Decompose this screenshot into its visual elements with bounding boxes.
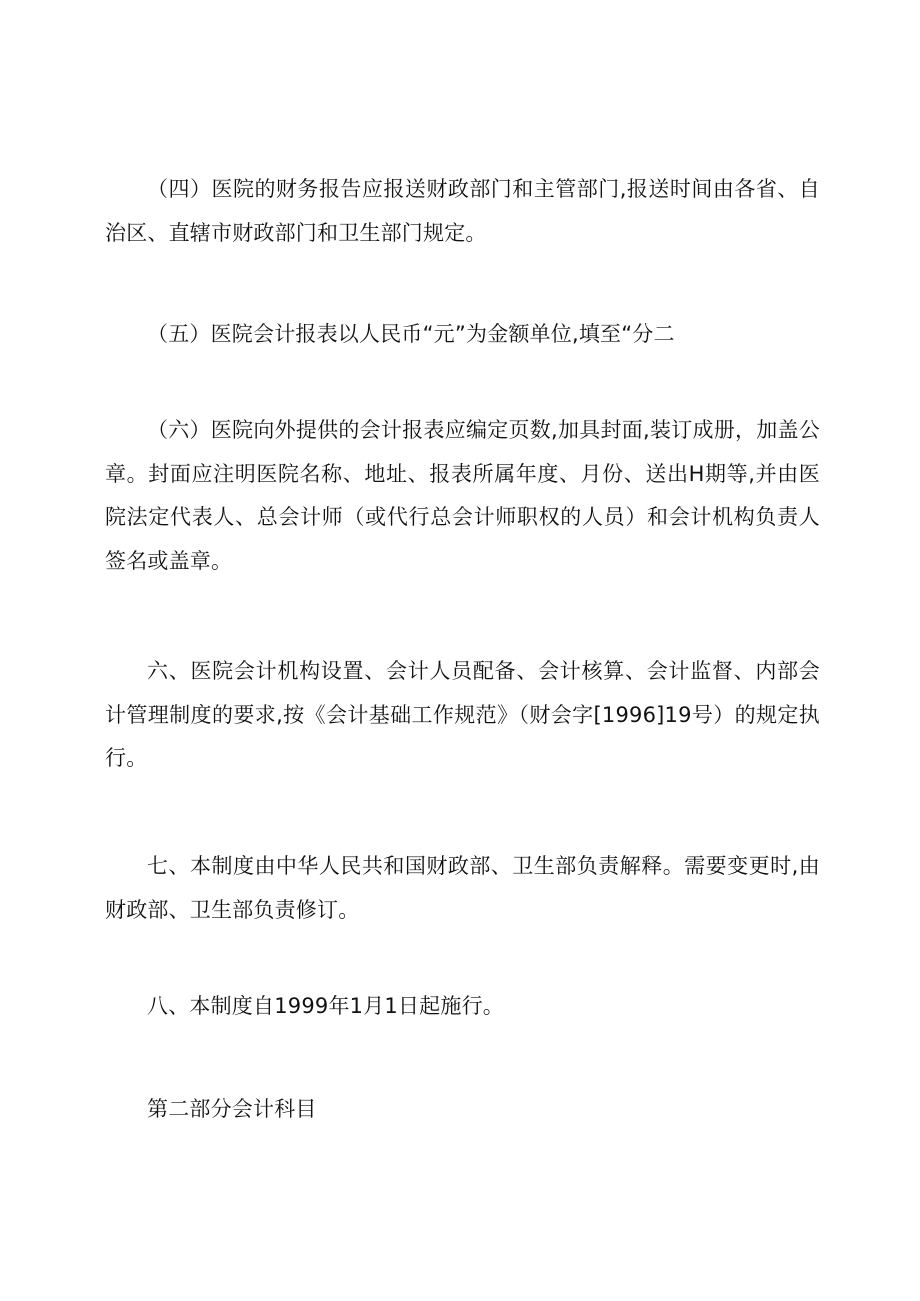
paragraph-currency-unit: （五）医院会计报表以人民币“元”为金额单位,填至“分二	[147, 322, 675, 346]
paragraph-report-binding: （六）医院向外提供的会计报表应编定页数,加具封面,装订成册，加盖公章。封面应注明医院名称、地址、报表所属年度、月份、送出H期等,并由医院法定代表人、总会计师（或代行总会计师职权的人员）和会计机构负责人签名或盖章。	[105, 418, 820, 573]
paragraph-effective-date: 八、本制度自1999年1月1日起施行。	[147, 994, 504, 1018]
paragraph-interpretation: 七、本制度由中华人民共和国财政部、卫生部负责解释。需要变更时,由财政部、卫生部负责修订。	[105, 854, 820, 922]
paragraph-report-submission: （四）医院的财务报告应报送财政部门和主管部门,报送时间由各省、自治区、直辖市财政部门和卫生部门规定。	[105, 177, 820, 245]
section-heading-part-two: 第二部分会计科目	[147, 1097, 317, 1121]
paragraph-accounting-organization: 六、医院会计机构设置、会计人员配备、会计核算、会计监督、内部会计管理制度的要求,按《会计基础工作规范》（财会字[1996]19号）的规定执行。	[105, 659, 820, 770]
